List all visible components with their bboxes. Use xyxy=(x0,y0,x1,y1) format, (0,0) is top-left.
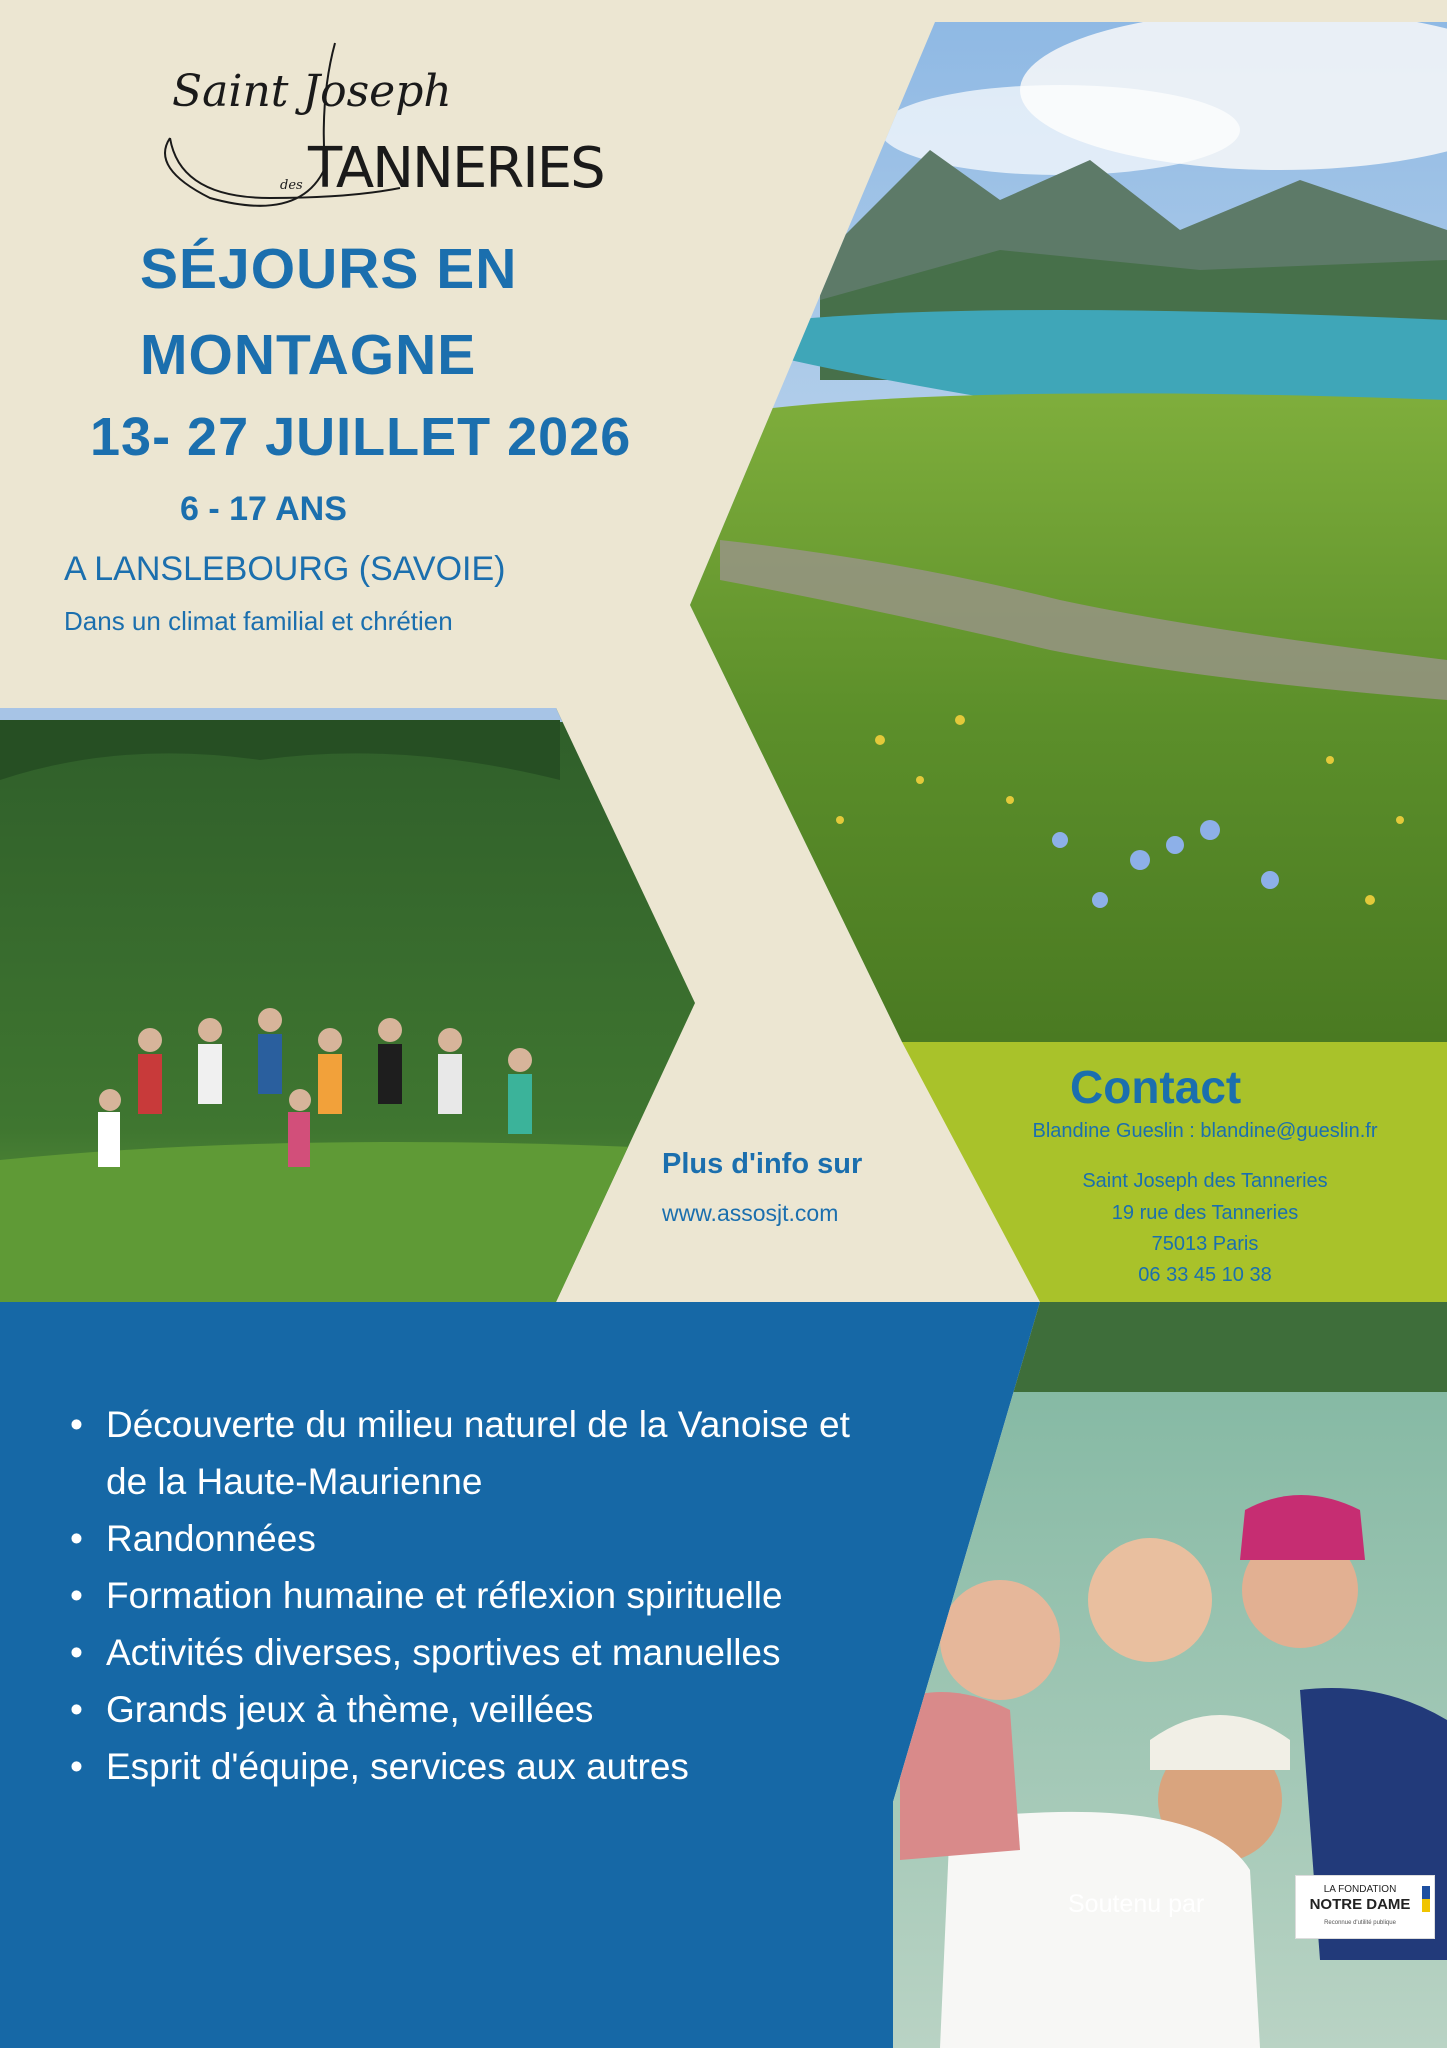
flag-icon xyxy=(1422,1886,1430,1912)
ages: 6 - 17 ANS xyxy=(180,490,347,528)
contact-street: 19 rue des Tanneries xyxy=(1111,1202,1299,1224)
tanneries-logo xyxy=(150,38,604,218)
contact-org: Saint Joseph des Tanneries xyxy=(1082,1170,1328,1192)
sponsor-logo-tag: Reconnue d'utilité publique xyxy=(1324,1920,1396,1926)
contact-title: Contact xyxy=(1070,1061,1242,1113)
title-line1: SÉJOURS EN xyxy=(140,237,518,301)
fondation-notre-dame-logo xyxy=(1295,1875,1435,1939)
activity-item: • Randonnées xyxy=(70,1510,850,1567)
activity-item: • Découverte du milieu naturel de la Vanoise et de la Haute-Maurienne xyxy=(70,1396,850,1510)
website-link[interactable]: www.assosjt.com xyxy=(662,1200,839,1226)
sponsor-logo-name: NOTRE DAME xyxy=(1309,1896,1411,1913)
mountain-lake-photo xyxy=(680,10,1447,1042)
sponsor-label: Soutenu par xyxy=(1068,1890,1205,1918)
group-photo xyxy=(0,708,700,1310)
info-label: Plus d'info sur xyxy=(662,1148,863,1180)
contact-city: 75013 Paris xyxy=(1151,1233,1259,1255)
activity-item: • Esprit d'équipe, services aux autres xyxy=(70,1738,850,1795)
tagline: Dans un climat familial et chrétien xyxy=(64,606,453,636)
contact-person[interactable]: Blandine Gueslin : blandine@gueslin.fr xyxy=(1032,1120,1378,1142)
sponsor-logo-top: LA FONDATION xyxy=(1323,1884,1397,1895)
location: A LANSLEBOURG (SAVOIE) xyxy=(64,550,506,588)
activity-item: • Formation humaine et réflexion spirituelle xyxy=(70,1567,850,1624)
activity-item: • Grands jeux à thème, veillées xyxy=(70,1681,850,1738)
activity-item: • Activités diverses, sportives et manuelles xyxy=(70,1624,850,1681)
logo-line2: TANNERIES xyxy=(308,136,604,201)
title-line2: MONTAGNE xyxy=(140,323,477,387)
logo-line1: Saint Joseph xyxy=(172,66,452,117)
logo-small: des xyxy=(280,178,303,193)
contact-phone[interactable]: 06 33 45 10 38 xyxy=(1138,1264,1272,1286)
dates: 13- 27 JUILLET 2026 xyxy=(90,407,632,467)
activities-list xyxy=(70,1396,850,1795)
